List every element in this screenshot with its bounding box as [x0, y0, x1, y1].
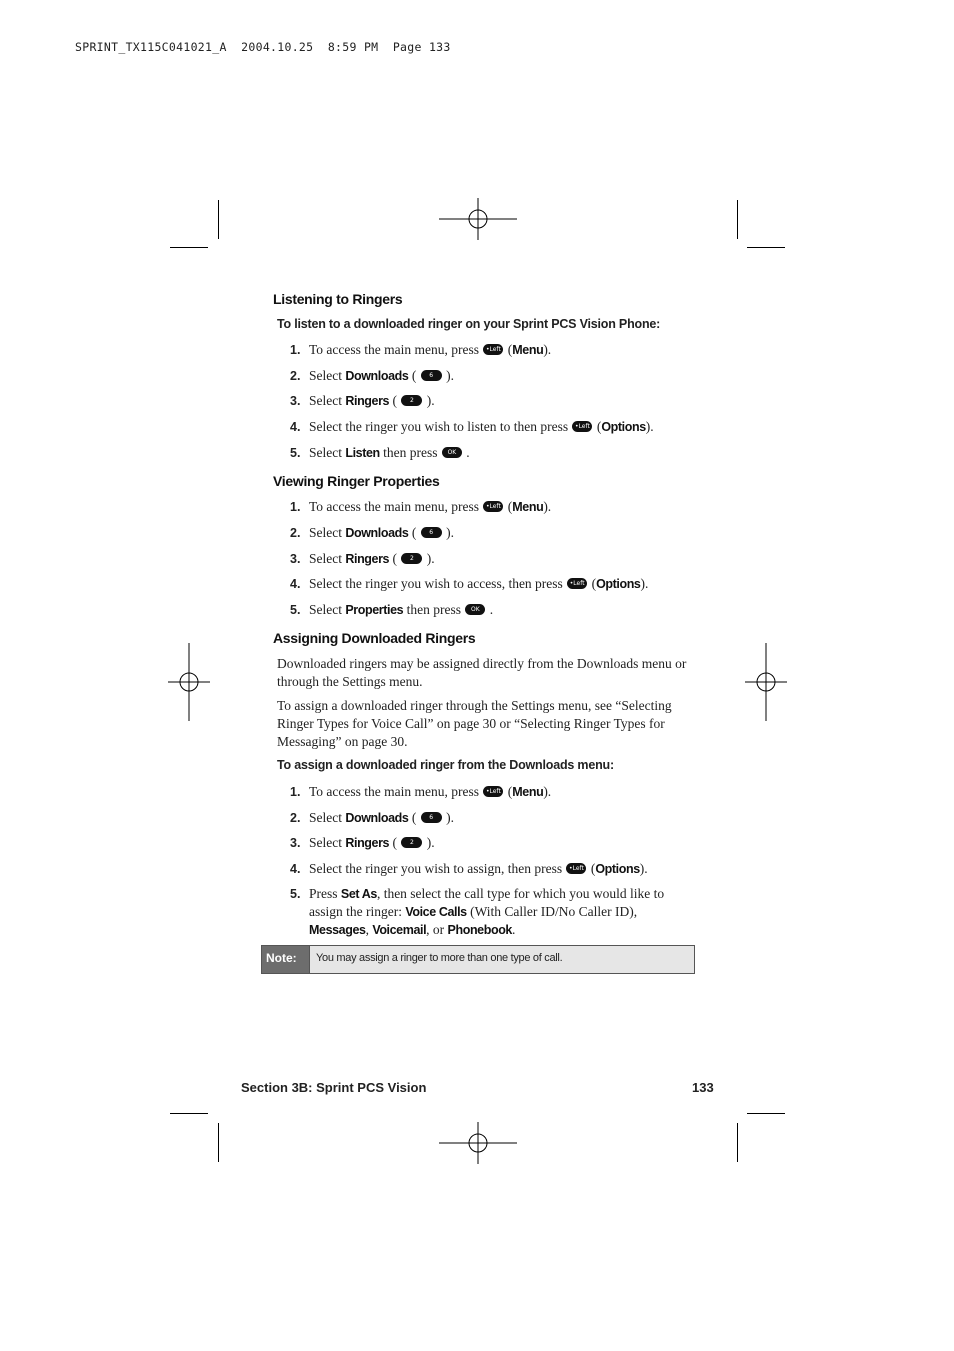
- left-softkey-icon: •Left: [483, 786, 503, 797]
- step-number: 1.: [290, 343, 301, 357]
- list-item: 1. To access the main menu, press •Left (Menu).: [290, 784, 552, 799]
- list-item: 2. Select Downloads ( 6 mno ).: [290, 368, 454, 391]
- menu-label: Ringers: [345, 394, 390, 408]
- crop-mark: [737, 200, 738, 239]
- list-item: 3. Select Ringers ( 2 abc ).: [290, 835, 435, 858]
- section-heading: Viewing Ringer Properties: [273, 473, 440, 489]
- menu-label: Options: [595, 862, 640, 876]
- step-number: 2.: [290, 811, 301, 825]
- menu-label: Messages: [309, 923, 366, 937]
- crop-mark: [747, 247, 785, 248]
- step-number: 3.: [290, 836, 301, 850]
- note-text: You may assign a ringer to more than one type of call.: [316, 952, 563, 964]
- list-item: 2. Select Downloads ( 6 mno ).: [290, 525, 454, 548]
- list-item: 1. To access the main menu, press •Left (Menu).: [290, 499, 552, 514]
- menu-label: Menu: [512, 785, 544, 799]
- note-box: [261, 945, 695, 974]
- menu-label: Menu: [512, 343, 544, 357]
- step-number: 5.: [290, 603, 301, 617]
- list-item: 5. Select Properties then press OK .: [290, 602, 494, 617]
- note-label: Note:: [262, 946, 310, 973]
- list-item: 5. Press Set As, then select the call type for which you would like to assign the ringer: Voice Calls (With Caller ID/No Caller ID), Messages, Voicemail, or Phonebook.: [290, 886, 665, 937]
- crop-mark: [218, 200, 219, 239]
- left-softkey-icon: •Left: [483, 501, 503, 512]
- crop-mark: [170, 247, 208, 248]
- list-item: 5. Select Listen then press OK .: [290, 445, 470, 460]
- menu-label: Listen: [345, 446, 380, 460]
- step-number: 3.: [290, 552, 301, 566]
- key-6-icon: 6 mno: [421, 370, 442, 381]
- section-intro: To listen to a downloaded ringer on your Sprint PCS Vision Phone:: [277, 317, 661, 331]
- step-number: 2.: [290, 369, 301, 383]
- crop-mark: [218, 1123, 219, 1162]
- menu-label: Phonebook: [447, 923, 512, 937]
- body-paragraph: Downloaded ringers may be assigned directly from the Downloads menu or through the Settings menu.: [277, 656, 687, 689]
- ok-key-icon: OK: [465, 604, 485, 615]
- menu-label: Downloads: [345, 526, 409, 540]
- left-softkey-icon: •Left: [483, 344, 503, 355]
- step-number: 3.: [290, 394, 301, 408]
- ok-key-icon: OK: [442, 447, 462, 458]
- footer-section: Section 3B: Sprint PCS Vision: [241, 1080, 427, 1095]
- menu-label: Options: [601, 420, 646, 434]
- step-number: 5.: [290, 887, 301, 901]
- key-2-icon: 2 abc: [401, 395, 422, 406]
- crop-mark: [170, 1113, 208, 1114]
- key-6-icon: 6 mno: [421, 812, 442, 823]
- list-item: 1. To access the main menu, press •Left (Menu).: [290, 342, 552, 357]
- menu-label: Options: [596, 577, 641, 591]
- menu-label: Set As: [340, 887, 377, 901]
- menu-label: Voicemail: [372, 923, 427, 937]
- menu-label: Downloads: [345, 369, 409, 383]
- registration-mark-icon: [150, 643, 228, 721]
- print-slug: SPRINT_TX115C041021_A 2004.10.25 8:59 PM Page 133: [75, 40, 451, 54]
- step-number: 4.: [290, 862, 301, 876]
- menu-label: Ringers: [345, 552, 390, 566]
- step-number: 1.: [290, 500, 301, 514]
- left-softkey-icon: •Left: [572, 421, 592, 432]
- registration-mark-icon: [727, 643, 805, 721]
- step-number: 1.: [290, 785, 301, 799]
- registration-mark-icon: [439, 180, 517, 258]
- key-6-icon: 6 mno: [421, 527, 442, 538]
- list-item: 3. Select Ringers ( 2 abc ).: [290, 393, 435, 416]
- list-item: 4. Select the ringer you wish to listen to then press •Left (Options).: [290, 419, 654, 434]
- body-paragraph: To assign a downloaded ringer through the Settings menu, see “Selecting Ringer Types for Voice Call” on page 30 or “Selecting Ringer Types for Messaging” on page 30.: [277, 698, 672, 749]
- step-number: 5.: [290, 446, 301, 460]
- menu-label: Voice Calls: [405, 905, 467, 919]
- section-heading: Listening to Ringers: [273, 291, 403, 307]
- section-intro: To assign a downloaded ringer from the Downloads menu:: [277, 758, 614, 772]
- list-item: 4. Select the ringer you wish to access, then press •Left (Options).: [290, 576, 649, 591]
- crop-mark: [737, 1123, 738, 1162]
- page-number: 133: [692, 1080, 714, 1095]
- menu-label: Downloads: [345, 811, 409, 825]
- menu-label: Properties: [345, 603, 404, 617]
- menu-label: Ringers: [345, 836, 390, 850]
- left-softkey-icon: •Left: [567, 578, 587, 589]
- step-number: 4.: [290, 577, 301, 591]
- registration-mark-icon: [439, 1104, 517, 1182]
- list-item: 3. Select Ringers ( 2 abc ).: [290, 551, 435, 574]
- step-number: 4.: [290, 420, 301, 434]
- left-softkey-icon: •Left: [566, 863, 586, 874]
- section-heading: Assigning Downloaded Ringers: [273, 630, 476, 646]
- key-2-icon: 2 abc: [401, 553, 422, 564]
- list-item: 4. Select the ringer you wish to assign, then press •Left (Options).: [290, 861, 648, 876]
- step-number: 2.: [290, 526, 301, 540]
- list-item: 2. Select Downloads ( 6 mno ).: [290, 810, 454, 833]
- key-2-icon: 2 abc: [401, 837, 422, 848]
- crop-mark: [747, 1113, 785, 1114]
- menu-label: Menu: [512, 500, 544, 514]
